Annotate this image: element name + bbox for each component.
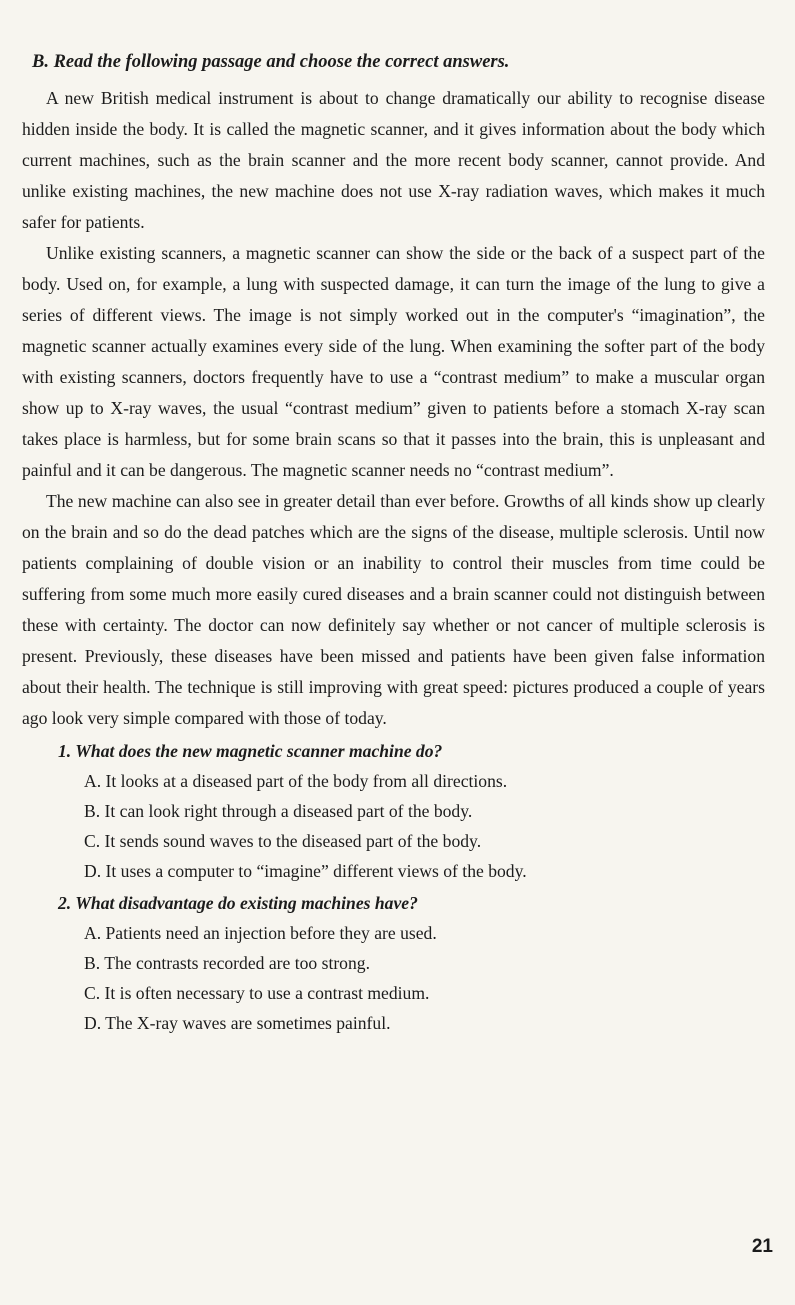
question-1: 1. What does the new magnetic scanner machine do? [58,741,443,761]
question-2: 2. What disadvantage do existing machines have? [58,893,418,913]
question-2-option-c: C. It is often necessary to use a contrast medium. [84,983,430,1003]
passage-paragraph-1: A new British medical instrument is about to change dramatically our ability to recognise disease hidden inside the body. It is called the magnetic scanner, and it gives information about the body which current machines, such as the brain scanner and the more recent body scanner, cannot provide. And unlike existing machines, the new machine does not use X-ray radiation waves, which makes it much safer for patients. [22,88,765,232]
question-1-option-d: D. It uses a computer to “imagine” different views of the body. [84,861,527,881]
question-2-option-b: B. The contrasts recorded are too strong. [84,953,370,973]
question-1-option-c: C. It sends sound waves to the diseased part of the body. [84,831,482,851]
passage-paragraph-3: The new machine can also see in greater detail than ever before. Growths of all kinds show up clearly on the brain and so do the dead patches which are the signs of the disease, multiple sclerosis. Until now patients complaining of double vision or an inability to control their muscles from time could be suffering from some much more easily cured diseases and a brain scanner could not distinguish between these with certainty. The doctor can now definitely say whether or not cancer of multiple sclerosis is present. Previously, these diseases have been missed and patients have been given false information about their health. The technique is still improving with great speed: pictures produced a couple of years ago look very simple compared with those of today. [22,491,765,728]
question-1-option-a: A. It looks at a diseased part of the body from all directions. [84,771,508,791]
page-number: 21 [751,1236,773,1257]
question-2-option-d: D. The X-ray waves are sometimes painful. [84,1013,391,1033]
question-2-option-a: A. Patients need an injection before they are used. [84,923,437,943]
passage-paragraph-2: Unlike existing scanners, a magnetic scanner can show the side or the back of a suspect part of the body. Used on, for example, a lung with suspected damage, it can turn the image of the lung to give a series of different views. The image is not simply worked out in the computer's “imagination”, the magnetic scanner actually examines every side of the lung. When examining the softer part of the body with existing scanners, doctors frequently have to use a “contrast medium” to make a muscular organ show up to X-ray waves, the usual “contrast medium” given to patients before a stomach X-ray scan takes place is harmless, but for some brain scans so that it passes into the brain, this is unpleasant and painful and it can be dangerous. The magnetic scanner needs no “contrast medium”. [22,243,765,480]
section-heading: B. Read the following passage and choose the correct answers. [32,52,510,72]
question-1-option-b: B. It can look right through a diseased part of the body. [84,801,473,821]
